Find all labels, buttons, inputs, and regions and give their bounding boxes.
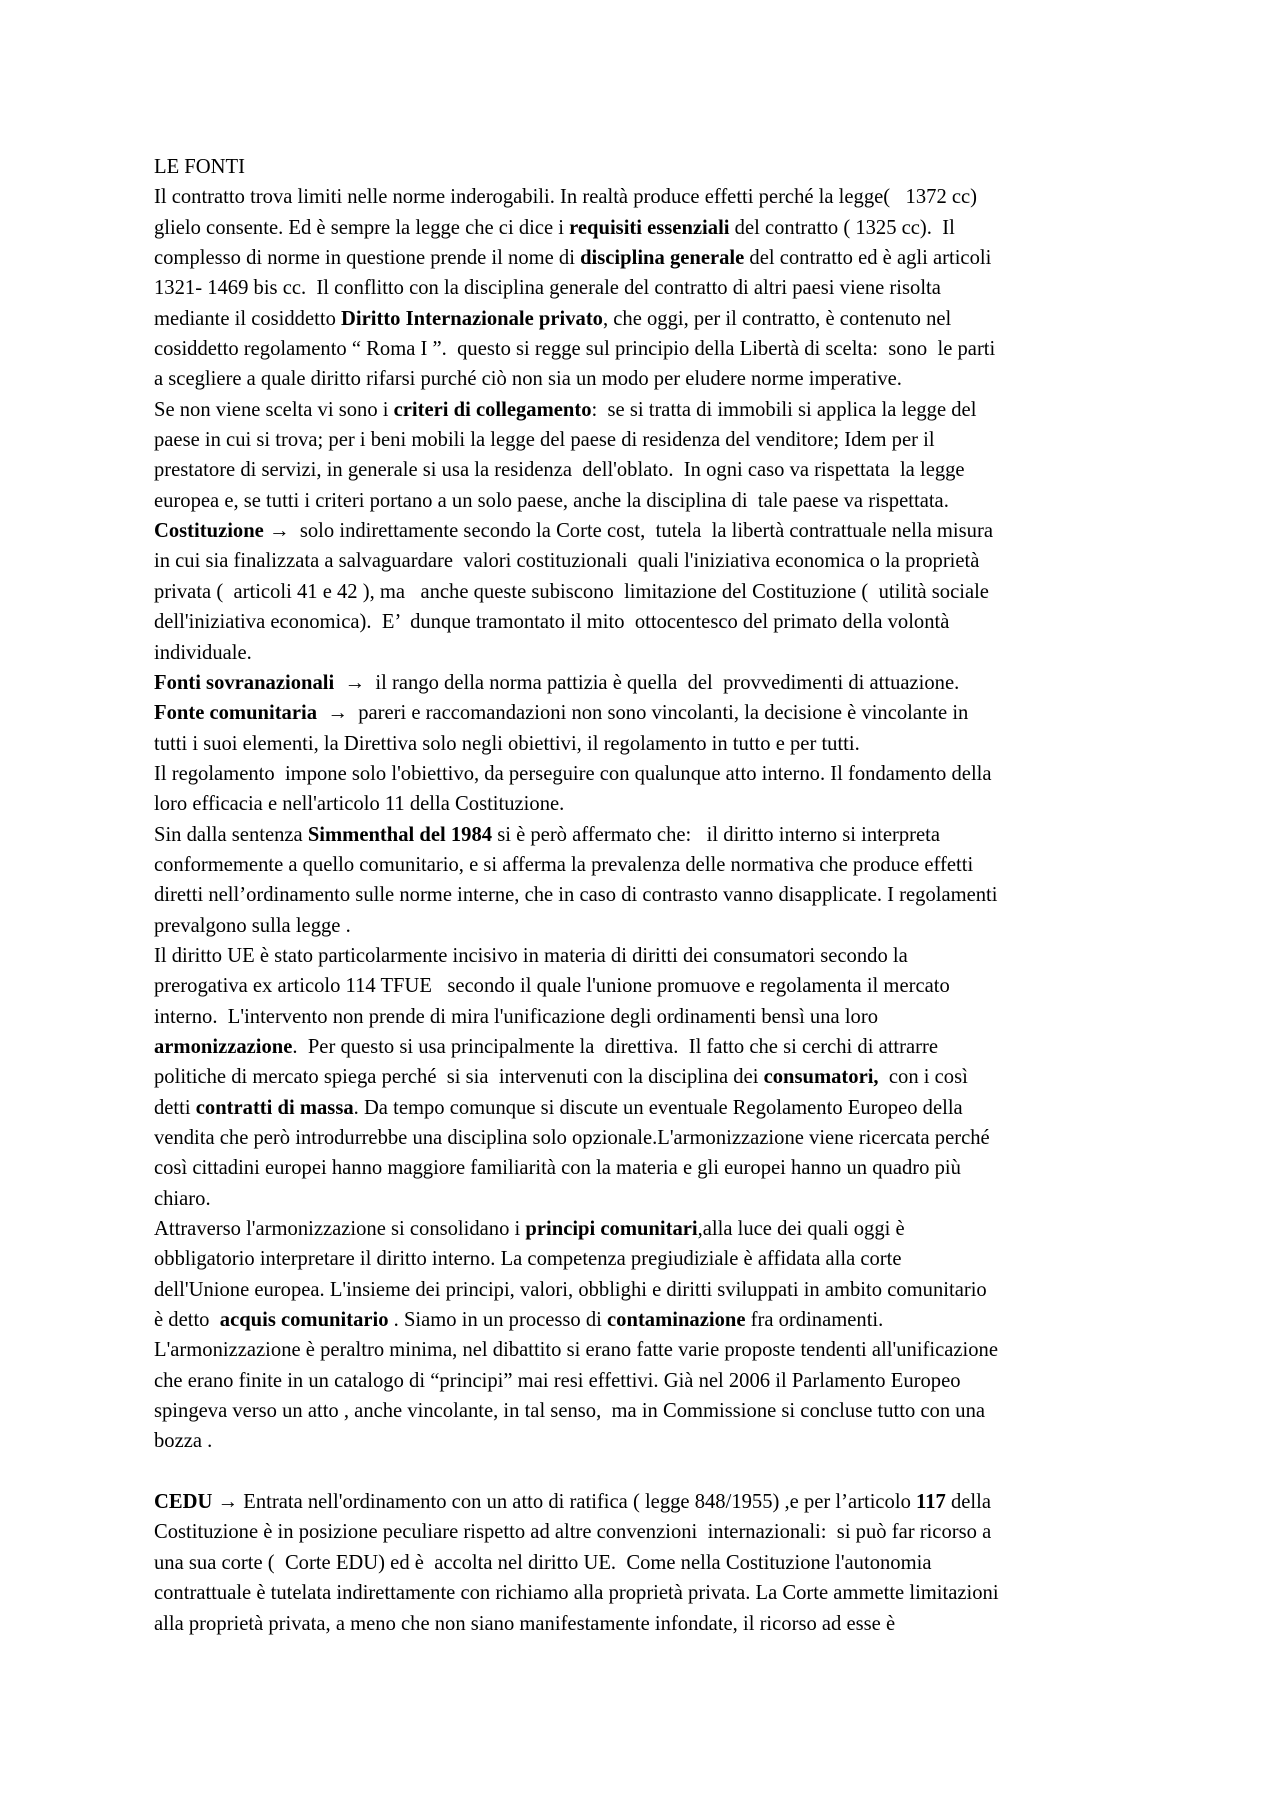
text-line	[154, 1153, 1140, 1183]
text-run: → pareri e raccomandazioni non sono vincolanti, la decisione è vincolante in	[317, 702, 969, 725]
text-line	[154, 516, 1140, 546]
text-line	[154, 546, 1140, 576]
text-run: → solo indirettamente secondo la Corte cost, tutela la libertà contrattuale nella misura	[263, 520, 993, 543]
text-run: detti	[154, 1096, 196, 1119]
text-run: glielo consente. Ed è sempre la legge che ci dice i	[154, 216, 570, 239]
bold-term: Costituzione	[154, 520, 264, 543]
text-line	[154, 729, 1140, 759]
text-run: → Entrata nell'ordinamento con un atto di ratifica ( legge 848/1955) ,e per l’articolo	[212, 1491, 917, 1514]
text-run: privata ( articoli 41 e 42 ), ma anche queste subiscono limitazione del Costituzione ( utilità sociale	[154, 580, 989, 603]
text-line	[154, 1214, 1140, 1244]
bold-term: CEDU	[154, 1491, 213, 1514]
text-run: del contratto ed è agli articoli	[744, 247, 992, 270]
bold-term: contaminazione	[607, 1309, 746, 1332]
text-run: si è però affermato che: il diritto interno si interpreta	[492, 823, 941, 846]
text-line	[154, 1123, 1140, 1153]
text-run: alla proprietà privata, a meno che non siano manifestamente infondate, il ricorso ad esse è	[154, 1612, 896, 1635]
text-line	[154, 152, 1140, 182]
text-run: cosiddetto regolamento “ Roma I ”. questo si regge sul principio della Libertà di scelta: sono le parti	[154, 338, 996, 361]
bold-term: contratti di massa	[195, 1096, 354, 1119]
text-line	[154, 850, 1140, 880]
text-run: . Da tempo comunque si discute un eventuale Regolamento Europeo della	[353, 1096, 963, 1119]
text-line	[154, 1032, 1140, 1062]
text-run: fra ordinamenti.	[745, 1309, 884, 1332]
text-run: complesso di norme in questione prende il nome di	[154, 247, 581, 270]
text-run: contrattuale è tutelata indirettamente con richiamo alla proprietà privata. La Corte ammette limitazioni	[154, 1582, 999, 1605]
text-run: una sua corte ( Corte EDU) ed è accolta nel diritto UE. Come nella Costituzione l'autonomia	[154, 1551, 932, 1574]
text-line	[154, 698, 1140, 728]
text-run: Sin dalla sentenza	[154, 823, 308, 846]
text-run: . Siamo in un processo di	[388, 1309, 608, 1332]
text-run: prerogativa ex articolo 114 TFUE secondo il quale l'unione promuove e regolamenta il mercato	[154, 975, 950, 998]
text-run: obbligatorio interpretare il diritto interno. La competenza pregiudiziale è affidata alla corte	[154, 1248, 902, 1271]
text-line	[154, 1487, 1140, 1517]
text-run: ,alla luce dei quali oggi è	[697, 1218, 905, 1241]
text-run: chiaro.	[154, 1187, 211, 1210]
text-run: diretti nell’ordinamento sulle norme interne, che in caso di contrasto vanno disapplicate. I regolamenti	[154, 884, 998, 907]
text-run: Il diritto UE è stato particolarmente incisivo in materia di diritti dei consumatori secondo la	[154, 944, 908, 967]
text-line	[154, 486, 1140, 516]
text-line	[154, 789, 1140, 819]
text-line	[154, 941, 1140, 971]
text-run: paese in cui si trova; per i beni mobili la legge del paese di residenza del venditore; Idem per il	[154, 429, 935, 452]
text-line	[154, 395, 1140, 425]
text-run: in cui sia finalizzata a salvaguardare valori costituzionali quali l'iniziativa economica o la proprietà	[154, 550, 980, 573]
bold-term: Fonte comunitaria	[154, 702, 318, 725]
text-line	[154, 1366, 1140, 1396]
bold-term: acquis comunitario	[219, 1309, 389, 1332]
text-line	[154, 364, 1140, 394]
text-line	[154, 182, 1140, 212]
text-run: conformemente a quello comunitario, e si afferma la prevalenza delle normativa che produce effetti	[154, 853, 974, 876]
text-line	[154, 334, 1140, 364]
text-run: dell'iniziativa economica). E’ dunque tramontato il mito ottocentesco del primato della volontà	[154, 611, 950, 634]
bold-term: disciplina generale	[580, 247, 745, 270]
text-line	[154, 911, 1140, 941]
text-line	[154, 304, 1140, 334]
text-line	[154, 1275, 1140, 1305]
text-run: prestatore di servizi, in generale si usa la residenza dell'oblato. In ogni caso va rispettata la legge	[154, 459, 965, 482]
bold-term: Simmenthal del 1984	[307, 823, 493, 846]
text-run: così cittadini europei hanno maggiore familiarità con la materia e gli europei hanno un quadro più	[154, 1157, 961, 1180]
text-run: , che oggi, per il contratto, è contenuto nel	[602, 307, 952, 330]
text-run: dell'Unione europea. L'insieme dei principi, valori, obblighi e diritti sviluppati in ambito comunitario	[154, 1278, 987, 1301]
text-run: politiche di mercato spiega perché si sia intervenuti con la disciplina dei	[154, 1066, 764, 1089]
text-line	[154, 1517, 1140, 1547]
text-run: spingeva verso un atto , anche vincolante, in tal senso, ma in Commissione si concluse tutto con una	[154, 1400, 986, 1423]
text-run: vendita che però introdurrebbe una disciplina solo opzionale.L'armonizzazione viene ricercata perché	[154, 1127, 990, 1149]
text-run: europea e, se tutti i criteri portano a un solo paese, anche la disciplina di tale paese va rispettata.	[154, 489, 949, 512]
text-line	[154, 880, 1140, 910]
text-line	[154, 1548, 1140, 1578]
text-run: loro efficacia e nell'articolo 11 della Costituzione.	[154, 793, 565, 816]
text-run: Attraverso l'armonizzazione si consolidano i	[154, 1218, 526, 1241]
text-run: . Per questo si usa principalmente la direttiva. Il fatto che si cerchi di attrarre	[292, 1035, 939, 1058]
text-run: Se non viene scelta vi sono i	[154, 398, 394, 421]
text-line	[154, 759, 1140, 789]
text-line	[154, 213, 1140, 243]
text-run: interno. L'intervento non prende di mira l'unificazione degli ordinamenti bensì una loro	[154, 1005, 878, 1028]
text-line	[154, 1184, 1140, 1214]
bold-term: requisiti essenziali	[569, 216, 730, 239]
text-run: che erano finite in un catalogo di “principi” mai resi effettivi. Già nel 2006 il Parlamento Europeo	[154, 1369, 961, 1392]
bold-term: Fonti sovranazionali	[154, 671, 335, 694]
text-run: della	[945, 1491, 991, 1514]
text-line	[154, 1305, 1140, 1335]
bold-term: criteri di collegamento	[393, 398, 592, 421]
text-run: del contratto ( 1325 cc). Il	[729, 216, 955, 239]
text-run: Costituzione è in posizione peculiare rispetto ad altre convenzioni internazionali: si può far ricorso a	[154, 1521, 992, 1544]
text-run: tutti i suoi elementi, la Direttiva solo negli obiettivi, il regolamento in tutto e per tutti.	[154, 732, 860, 755]
text-line	[154, 455, 1140, 485]
text-run: a scegliere a quale diritto rifarsi purché ciò non sia un modo per eludere norme imperative.	[154, 368, 902, 391]
text-run: è detto	[154, 1309, 220, 1332]
text-line	[154, 577, 1140, 607]
text-line	[154, 638, 1140, 668]
text-line	[154, 1244, 1140, 1274]
text-run: Il regolamento impone solo l'obiettivo, da perseguire con qualunque atto interno. Il fondamento della	[154, 762, 992, 785]
text-run: LE FONTI	[154, 156, 245, 178]
text-run: L'armonizzazione è peraltro minima, nel dibattito si erano fatte varie proposte tendenti all'unificazione	[154, 1339, 998, 1362]
text-run: bozza .	[154, 1430, 213, 1453]
text-line	[154, 607, 1140, 637]
text-run: mediante il cosiddetto	[154, 307, 342, 330]
text-line	[154, 425, 1140, 455]
text-run: Il contratto trova limiti nelle norme inderogabili. In realtà produce effetti perché la legge( 1372 cc)	[154, 186, 978, 209]
document-body	[154, 152, 1140, 1639]
text-line	[154, 1396, 1140, 1426]
text-run: con i così	[878, 1066, 968, 1089]
text-line	[154, 1609, 1140, 1639]
text-line	[154, 1062, 1140, 1092]
text-line	[154, 668, 1140, 698]
bold-term: principi comunitari	[525, 1218, 698, 1241]
text-run: prevalgono sulla legge .	[154, 914, 351, 937]
bold-term: armonizzazione	[154, 1035, 293, 1058]
bold-term: consumatori,	[763, 1066, 879, 1089]
bold-term: Diritto Internazionale privato	[341, 307, 603, 330]
text-run: 1321- 1469 bis cc. Il conflitto con la disciplina generale del contratto di altri paesi viene risolta	[154, 277, 941, 300]
bold-term: 117	[916, 1491, 946, 1514]
text-line	[154, 1578, 1140, 1608]
text-line	[154, 1093, 1140, 1123]
text-line	[154, 1335, 1140, 1365]
text-run: individuale.	[154, 641, 252, 664]
text-line	[154, 1426, 1140, 1456]
text-run: → il rango della norma pattizia è quella del provvedimenti di attuazione.	[334, 671, 960, 694]
text-line	[154, 273, 1140, 303]
text-line	[154, 971, 1140, 1001]
text-line	[154, 1002, 1140, 1032]
text-run: : se si tratta di immobili si applica la legge del	[591, 398, 977, 421]
blank-line	[154, 1457, 1140, 1487]
text-line	[154, 243, 1140, 273]
text-line	[154, 820, 1140, 850]
